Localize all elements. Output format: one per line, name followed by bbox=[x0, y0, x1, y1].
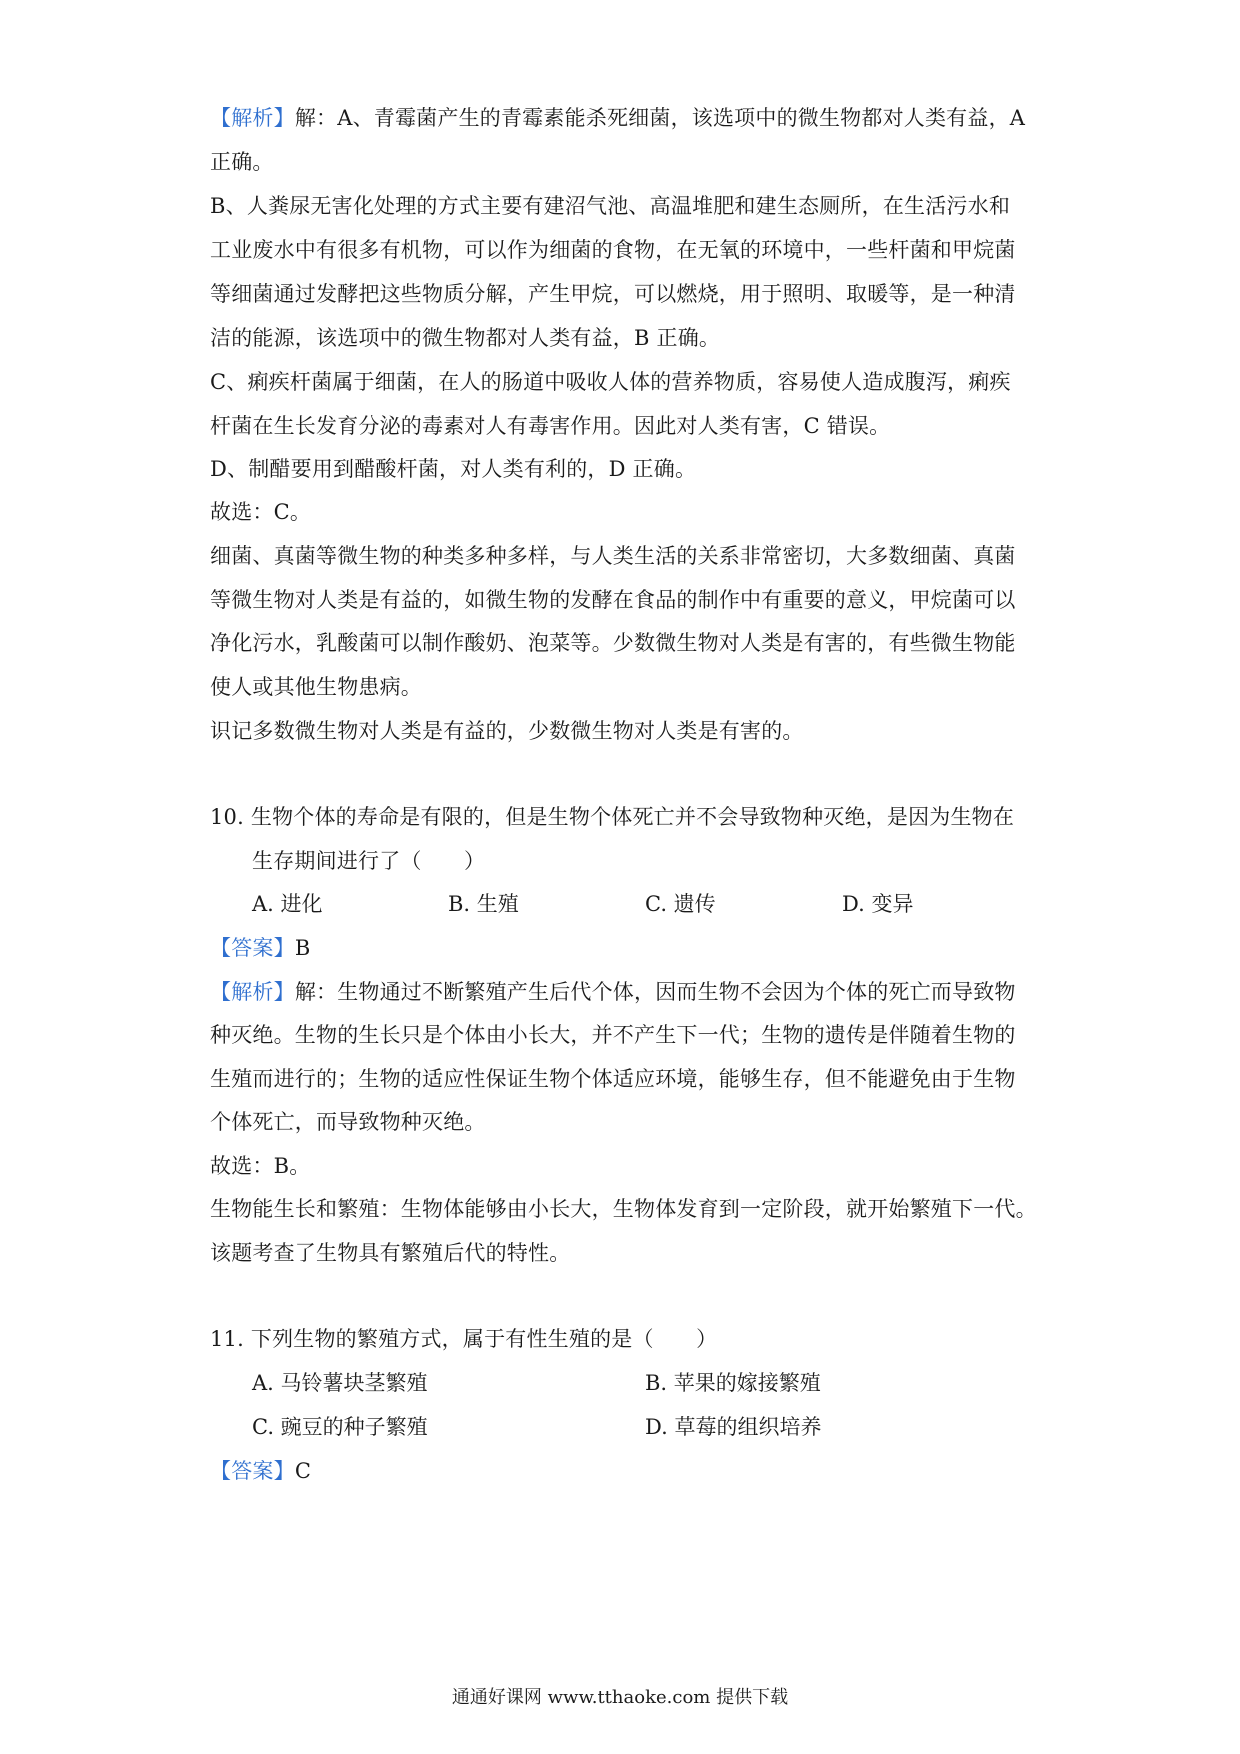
q9-analysis-line-6: 洁的能源，该选项中的微生物都对人类有益，B 正确。 bbox=[210, 326, 721, 350]
q9-analysis-line-13: 净化污水，乳酸菌可以制作酸奶、泡菜等。少数微生物对人类是有害的，有些微生物能 bbox=[210, 631, 1016, 655]
q10-analysis-line-4: 个体死亡，而导致物种灭绝。 bbox=[210, 1110, 486, 1134]
q9-analysis-line-10: 故选：C。 bbox=[210, 500, 312, 524]
q10-stem-line-2: 生存期间进行了（ ） bbox=[252, 849, 486, 873]
answer-value: C bbox=[294, 1459, 312, 1483]
q9-analysis-line-14: 使人或其他生物患病。 bbox=[210, 675, 422, 699]
q11-option-d: D. 草莓的组织培养 bbox=[645, 1415, 822, 1439]
q9-analysis-line-11: 细菌、真菌等微生物的种类多种多样，与人类生活的关系非常密切，大多数细菌、真菌 bbox=[210, 544, 1016, 568]
q9-analysis-line-15: 识记多数微生物对人类是有益的，少数微生物对人类是有害的。 bbox=[210, 719, 804, 743]
q9-analysis-line-12: 等微生物对人类是有益的，如微生物的发酵在食品的制作中有重要的意义，甲烷菌可以 bbox=[210, 588, 1016, 612]
q11-option-b: B. 苹果的嫁接繁殖 bbox=[645, 1371, 821, 1395]
q9-analysis-line-1: 【解析】解：A、青霉菌产生的青霉素能杀死细菌，该选项中的微生物都对人类有益，A bbox=[210, 106, 1026, 130]
q9-analysis-line-2: 正确。 bbox=[210, 150, 274, 174]
q9-analysis-line-9: D、制醋要用到醋酸杆菌，对人类有利的，D 正确。 bbox=[210, 457, 697, 481]
q10-option-a: A. 进化 bbox=[252, 892, 323, 916]
analysis-tag: 【解析】 bbox=[210, 106, 295, 130]
analysis-tag: 【解析】 bbox=[210, 980, 295, 1004]
answer-value: B bbox=[294, 936, 311, 960]
q11-option-c: C. 豌豆的种子繁殖 bbox=[252, 1415, 428, 1439]
answer-tag: 【答案】 bbox=[210, 936, 295, 960]
q9-analysis-line-4: 工业废水中有很多有机物，可以作为细菌的食物，在无氧的环境中，一些杆菌和甲烷菌 bbox=[210, 238, 1016, 262]
q9-analysis-line-7: C、痢疾杆菌属于细菌，在人的肠道中吸收人体的营养物质，容易使人造成腹泻，痢疾 bbox=[210, 370, 1011, 394]
answer-tag: 【答案】 bbox=[210, 1459, 295, 1483]
q10-stem-line-1: 10. 生物个体的寿命是有限的，但是生物个体死亡并不会导致物种灭绝，是因为生物在 bbox=[210, 805, 1015, 829]
q10-option-d: D. 变异 bbox=[842, 892, 914, 916]
q11-options-row-1 bbox=[252, 1369, 1052, 1399]
q10-analysis-line-1: 【解析】解：生物通过不断繁殖产生后代个体，因而生物不会因为个体的死亡而导致物 bbox=[210, 980, 1016, 1004]
q10-analysis-line-5: 故选：B。 bbox=[210, 1154, 311, 1178]
q10-analysis-line-2: 种灭绝。生物的生长只是个体由小长大，并不产生下一代；生物的遗传是伴随着生物的 bbox=[210, 1023, 1016, 1047]
q10-analysis-line-3: 生殖而进行的；生物的适应性保证生物个体适应环境，能够生存，但不能避免由于生物 bbox=[210, 1067, 1016, 1091]
q11-answer bbox=[210, 1457, 1040, 1485]
q10-option-c: C. 遗传 bbox=[645, 892, 716, 916]
q10-options bbox=[252, 890, 1052, 920]
q9-analysis-line-8: 杆菌在生长发育分泌的毒素对人有毒害作用。因此对人类有害，C 错误。 bbox=[210, 414, 891, 438]
q11-option-a: A. 马铃薯块茎繁殖 bbox=[252, 1371, 428, 1395]
q11-options-row-2 bbox=[252, 1413, 1052, 1443]
q9-analysis-line-3: B、人粪尿无害化处理的方式主要有建沼气池、高温堆肥和建生态厕所，在生活污水和 bbox=[210, 194, 1011, 218]
q10-option-b: B. 生殖 bbox=[448, 892, 519, 916]
q11-stem: 11. 下列生物的繁殖方式，属于有性生殖的是（ ） bbox=[210, 1327, 718, 1351]
q9-analysis-line-5: 等细菌通过发酵把这些物质分解，产生甲烷，可以燃烧，用于照明、取暖等，是一种清 bbox=[210, 282, 1016, 306]
q10-analysis-line-6: 生物能生长和繁殖：生物体能够由小长大，生物体发育到一定阶段，就开始繁殖下一代。 bbox=[210, 1197, 1037, 1221]
q10-analysis-line-7: 该题考查了生物具有繁殖后代的特性。 bbox=[210, 1241, 571, 1265]
page-footer: 通通好课网 www.tthaoke.com 提供下载 bbox=[451, 1687, 789, 1708]
q10-answer bbox=[210, 934, 1040, 962]
